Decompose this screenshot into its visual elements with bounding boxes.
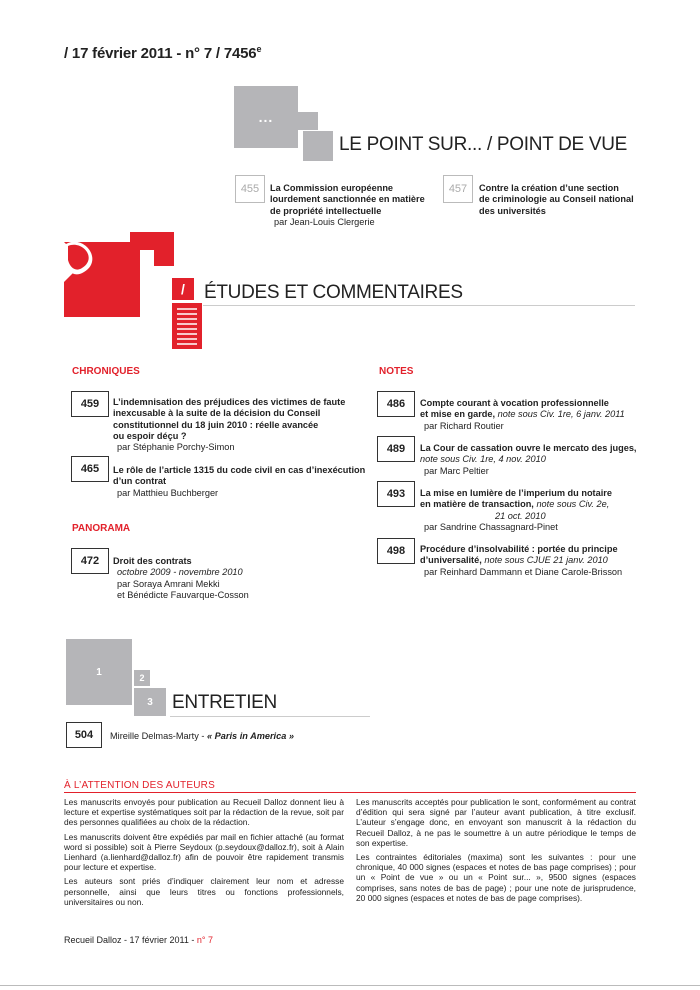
article-472[interactable]: Droit des contrats octobre 2009 - novembre 2010 par Soraya Amrani Mekki et Bénédicte Fauvarque-Cosson	[113, 556, 249, 600]
category-notes: NOTES	[379, 366, 414, 377]
point-sur-icon: ...	[234, 86, 298, 148]
article-457[interactable]: Contre la création d’une section de criminologie au Conseil national des universités	[479, 183, 634, 216]
article-number-498[interactable]: 498	[377, 538, 415, 564]
article-498[interactable]: Procédure d’insolvabilité : portée du principe d’universalité, note sous CJUE 21 janv. 2010 par Reinhard Dammann et Diane Carole-Brisson	[420, 544, 623, 577]
article-number-504[interactable]: 504	[66, 722, 102, 748]
article-465[interactable]: Le rôle de l’article 1315 du code civil en cas d’inexécution d’un contrat par Matthieu Buchberger	[113, 465, 366, 498]
section-title-point-sur: LE POINT SUR... / POINT DE VUE	[339, 134, 628, 155]
authors-notice-title: À L’ATTENTION DES AUTEURS	[64, 780, 215, 791]
article-493[interactable]: La mise en lumière de l’imperium du notaire en matière de transaction, note sous Civ. 2e, 21 oct. 2010 par Sandrine Chassagnard-Pinet	[420, 488, 612, 532]
article-number-465[interactable]: 465	[71, 456, 109, 482]
article-455[interactable]: La Commission européenne lourdement sanctionnée en matière de propriété intellectuelle par Jean-Louis Clergerie	[270, 183, 425, 227]
category-chroniques: CHRONIQUES	[72, 366, 140, 377]
slash-box: /	[172, 278, 194, 300]
article-486[interactable]: Compte courant à vocation professionnelle et mise en garde, note sous Civ. 1re, 6 janv. 2011 par Richard Routier	[420, 398, 625, 431]
medium-square-icon	[303, 131, 333, 161]
article-number-472[interactable]: 472	[71, 548, 109, 574]
category-panorama: PANORAMA	[72, 523, 131, 534]
article-number-455[interactable]: 455	[235, 175, 265, 203]
authors-notice-right: Les manuscrits acceptés pour publication le sont, conformément au contrat d’édition qui sera signé par l’auteur avant publication, à titre exclusif. L’auteur s’engage donc, en envoyant son manuscrit à la rédaction du Recueil Dalloz, à ne pas le soumettre à un autre périodique le temps de son expertise. Les contraintes éditoriales (maxima) sont les suivantes : pour une chronique, 40 000 signes (espaces et notes de bas page comprises) ; pour un « Point de vue » ou un « Point sur... », 9500 signes (espaces comprises, sans notes de bas de page) ; pour une note de jurisprudence, 20 000 signes (espaces et notes de bas de page comprises).	[356, 797, 636, 903]
entretien-box-1: 1	[66, 639, 132, 705]
issue-header: / 17 février 2011 - n° 7 / 7456e	[64, 44, 262, 62]
entretien-divider	[170, 716, 370, 717]
document-pages-icon	[64, 232, 174, 332]
article-489[interactable]: La Cour de cassation ouvre le mercato des juges, note sous Civ. 1re, 4 nov. 2010 par Marc Peltier	[420, 443, 637, 476]
article-number-486[interactable]: 486	[377, 391, 415, 417]
article-number-457[interactable]: 457	[443, 175, 473, 203]
page-footer: Recueil Dalloz - 17 février 2011 - n° 7	[64, 935, 214, 945]
etudes-divider	[203, 305, 635, 306]
authors-notice-left: Les manuscrits envoyés pour publication au Recueil Dalloz donnent lieu à lecture et expertise systématiques soit par la rédaction de la revue, soit par des personnes qualifiées au choix de la rédaction. Les manuscrits doivent être expédiés par mail en fichier attaché (au format word si possible) soit à Pierre Seydoux (p.seydoux@dalloz.fr), soit à Alain Lienhard (a.lienhard@dalloz.fr) afin de pouvoir être rapidement transmis pour lecture et expertise. Les auteurs sont priés d’indiquer clairement leur nom et adresse personnelle, ainsi que leurs titres ou fonctions professionnels, universitaires ou non.	[64, 797, 344, 907]
article-number-489[interactable]: 489	[377, 436, 415, 462]
entretien-box-3: 3	[134, 688, 166, 716]
article-504[interactable]: Mireille Delmas-Marty - « Paris in America »	[110, 731, 294, 741]
small-square-icon	[298, 112, 318, 130]
lined-paper-icon	[172, 303, 202, 349]
article-number-459[interactable]: 459	[71, 391, 109, 417]
entretien-box-2: 2	[134, 670, 150, 686]
section-title-entretien: ENTRETIEN	[172, 692, 277, 713]
article-number-493[interactable]: 493	[377, 481, 415, 507]
section-title-etudes: ÉTUDES ET COMMENTAIRES	[204, 282, 463, 303]
article-459[interactable]: L’indemnisation des préjudices des victimes de faute inexcusable à la suite de la décision du Conseil constitutionnel du 18 juin 2010 : réelle avancée ou espoir déçu ? par Stéphanie Porchy-Simon	[113, 397, 346, 453]
authors-notice-rule	[64, 792, 636, 793]
footer-rule	[0, 985, 700, 986]
